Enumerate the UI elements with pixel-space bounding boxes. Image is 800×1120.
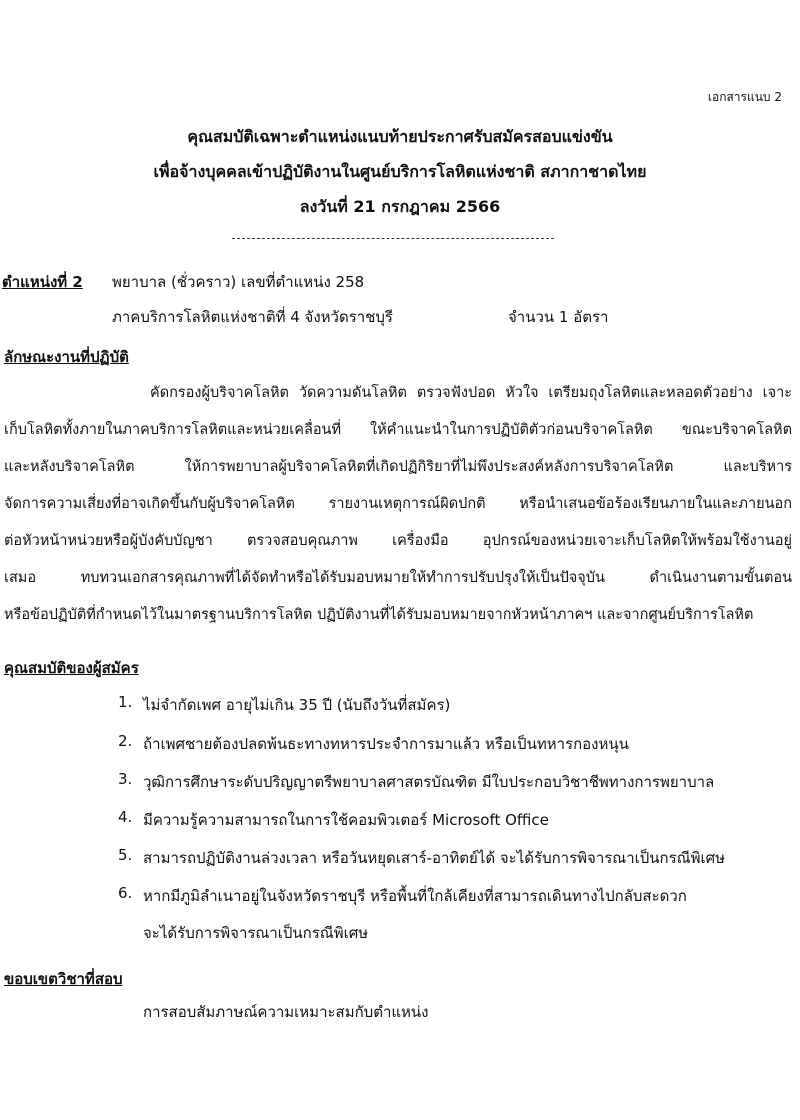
qualification-number: 2. — [118, 732, 133, 750]
exam-scope-heading: ขอบเขตวิชาที่สอบ — [4, 970, 123, 988]
duties-line-1: คัดกรองผู้บริจาคโลหิต วัดความดันโลหิต ตรวจฟังปอด หัวใจ เตรียมถุงโลหิตและหลอดตัวอย่าง เจาะ — [150, 385, 792, 401]
qualifications-heading: คุณสมบัติของผู้สมัคร — [4, 659, 139, 677]
qualification-number: 1. — [118, 693, 133, 711]
qualification-number: 4. — [118, 808, 133, 826]
qualification-number: 6. — [118, 884, 133, 902]
qualification-item: มีความรู้ความสามารถในการใช้คอมพิวเตอร์ Microsoft Office — [143, 811, 549, 829]
dashed-divider — [232, 238, 554, 239]
qualification-item: หากมีภูมิลำเนาอยู่ในจังหวัดราชบุรี หรือพื้นที่ใกล้เคียงที่สามารถเดินทางไปกลับสะดวก — [143, 887, 687, 905]
qualification-item: ไม่จำกัดเพศ อายุไม่เกิน 35 ปี (นับถึงวันที่สมัคร) — [143, 696, 451, 714]
qualification-item: ถ้าเพศชายต้องปลดพ้นธะทางทหารประจำการมาแล้ว หรือเป็นทหารกองหนุน — [143, 735, 629, 753]
position-label: ตำแหน่งที่ 2 — [2, 273, 83, 291]
qualification-item: วุฒิการศึกษาระดับปริญญาตรีพยาบาลศาสตรบัณฑิต มีใบประกอบวิชาชีพทางการพยาบาล — [143, 773, 715, 791]
position-count: จำนวน 1 อัตรา — [508, 308, 609, 326]
title-line-2: เพื่อจ้างบุคคลเข้าปฏิบัติงานในศูนย์บริการโลหิตแห่งชาติ สภากาชาดไทย — [153, 162, 647, 181]
duties-line-3: และหลังบริจาคโลหิต ให้การพยาบาลผู้บริจาคโลหิตที่เกิดปฏิกิริยาที่ไม่พึงประสงค์หลังการบริจาคโลหิต และบริหาร — [4, 459, 792, 475]
title-line-3: ลงวันที่ 21 กรกฎาคม 2566 — [299, 197, 501, 216]
position-title: พยาบาล (ชั่วคราว) เลขที่ตำแหน่ง 258 — [112, 273, 365, 291]
qualification-number: 3. — [118, 770, 133, 788]
qualification-item: สามารถปฏิบัติงานล่วงเวลา หรือวันหยุดเสาร์-อาทิตย์ได้ จะได้รับการพิจารณาเป็นกรณีพิเศษ — [143, 849, 726, 867]
duties-line-7: หรือข้อปฏิบัติที่กำหนดไว้ในมาตรฐานบริการโลหิต ปฏิบัติงานที่ได้รับมอบหมายจากหัวหน้าภาคฯ และจากศูนย์บริการโลหิต — [4, 607, 754, 623]
duties-line-6: เสมอ ทบทวนเอกสารคุณภาพที่ได้จัดทำหรือได้รับมอบหมายให้ทำการปรับปรุงให้เป็นปัจจุบัน ดำเนินงานตามขั้นตอน — [4, 570, 792, 586]
duties-line-4: จัดการความเสี่ยงที่อาจเกิดขึ้นกับผู้บริจาคโลหิต รายงานเหตุการณ์ผิดปกติ หรือนำเสนอข้อร้องเรียนภายในและภายนอก — [4, 496, 792, 512]
duties-line-5: ต่อหัวหน้าหน่วยหรือผู้บังคับบัญชา ตรวจสอบคุณภาพ เครื่องมือ อุปกรณ์ของหน่วยเจาะเก็บโลหิตให้พร้อมใช้งานอยู่ — [4, 533, 792, 549]
duties-heading: ลักษณะงานที่ปฏิบัติ — [4, 348, 129, 366]
qualification-item-continuation: จะได้รับการพิจารณาเป็นกรณีพิเศษ — [143, 924, 369, 942]
duties-line-2: เก็บโลหิตทั้งภายในภาคบริการโลหิตและหน่วยเคลื่อนที่ ให้คำแนะนำในการปฏิบัติตัวก่อนบริจาคโลหิต ขณะบริจาคโลหิต — [4, 422, 792, 438]
position-unit: ภาคบริการโลหิตแห่งชาติที่ 4 จังหวัดราชบุรี — [112, 308, 393, 326]
exam-scope-text: การสอบสัมภาษณ์ความเหมาะสมกับตำแหน่ง — [143, 1003, 429, 1021]
title-line-1: คุณสมบัติเฉพาะตำแหน่งแนบท้ายประกาศรับสมัครสอบแข่งขัน — [187, 127, 613, 146]
qualification-number: 5. — [118, 846, 133, 864]
attachment-tag: เอกสารแนบ 2 — [707, 90, 782, 104]
